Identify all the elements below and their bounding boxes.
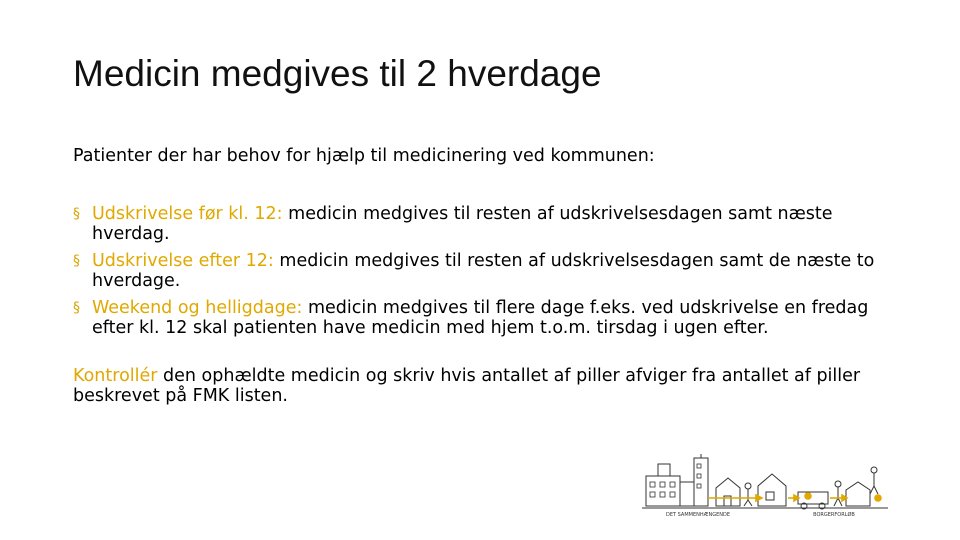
care-pathway-illustration (638, 452, 890, 520)
bullet-item (73, 204, 903, 244)
outro-highlight: Kontrollér (73, 366, 158, 386)
bullet-marker-icon: § (73, 206, 80, 222)
slide-body (73, 146, 903, 406)
bullet-marker-icon: § (73, 300, 80, 316)
outro-body: den ophældte medicin og skriv hvis antallet af piller afviger fra antallet af piller beskrevet på FMK listen. (73, 366, 861, 406)
slide-title: Medicin medgives til 2 hverdage (73, 53, 602, 94)
bullet-highlight: Udskrivelse efter 12: (92, 251, 274, 271)
bullet-marker-icon: § (73, 253, 80, 269)
bullet-highlight: Udskrivelse før kl. 12: (92, 204, 283, 224)
bullet-text: medicin medgives til flere dage f.eks. ved udskrivelse en fredag efter kl. 12 skal patienten have medicin med hjem t.o.m. tirsdag i ugen efter. (92, 298, 869, 338)
bullet-item (73, 251, 903, 291)
bullet-text: medicin medgives til resten af udskrivelsesdagen samt de næste to hverdage. (92, 251, 875, 291)
bullet-highlight: Weekend og helligdage: (92, 298, 303, 318)
bullet-list (73, 204, 903, 338)
illustration-caption-right: BORGERFORLØB (813, 512, 855, 518)
illustration-caption-left: DET SAMMENHÆNGENDE (665, 512, 731, 518)
intro-text: Patienter der har behov for hjælp til medicinering ved kommunen: (73, 146, 655, 166)
outro-text (73, 366, 903, 406)
bullet-text: medicin medgives til resten af udskrivelsesdagen samt næste hverdag. (92, 204, 833, 244)
bullet-item (73, 298, 903, 338)
